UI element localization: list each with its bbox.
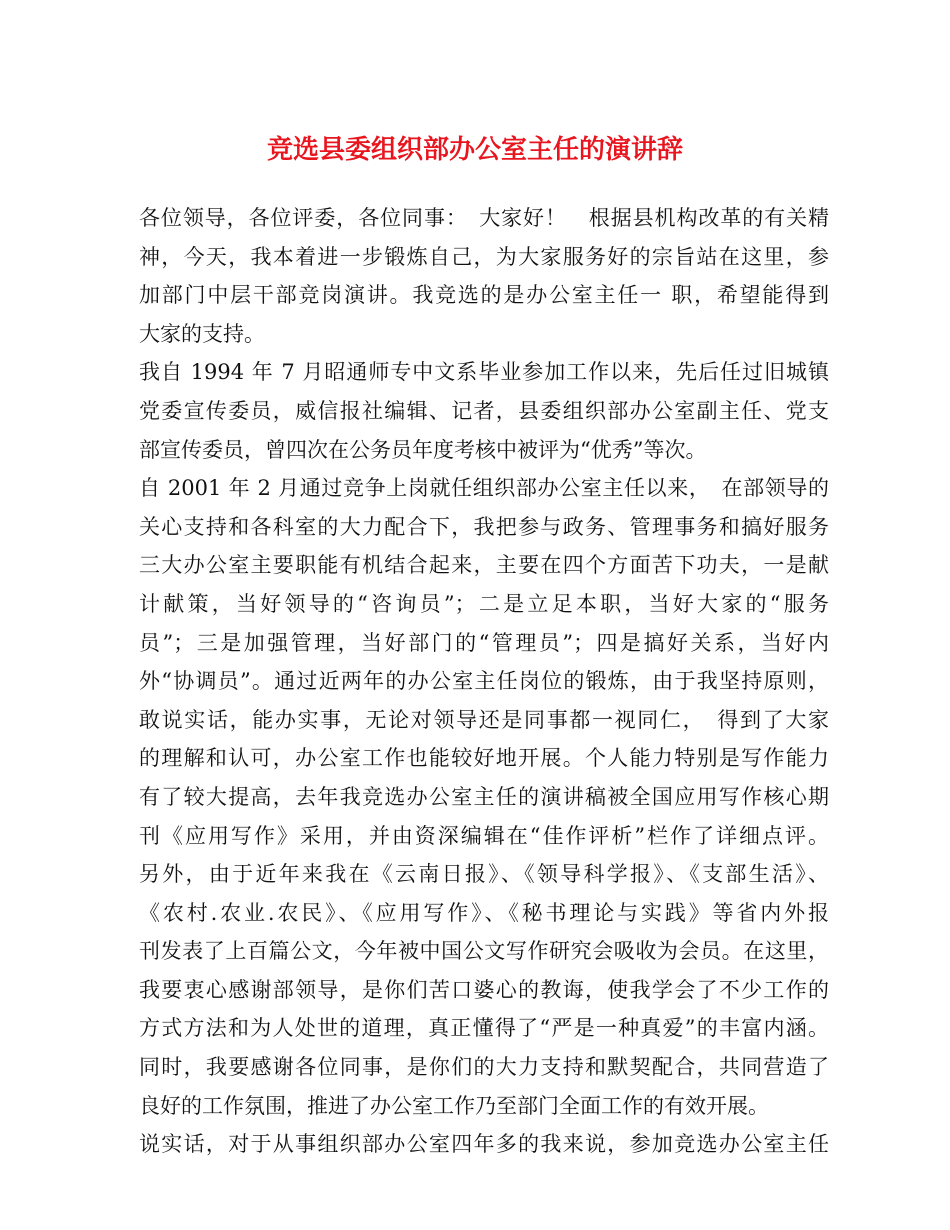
body-line: 《农村.农业.农民》、《应用写作》、《秘书理论与实践》等省内外报 xyxy=(139,900,829,925)
body-line: 敢说实话，能办实事，无论对领导还是同事都一视同仁， 得到了大家 xyxy=(139,707,829,732)
body-line: 刊《应用写作》采用，并由资深编辑在“佳作评析”栏作了详细点评。 xyxy=(139,823,829,848)
body-line: 我要衷心感谢部领导，是你们苦口婆心的教诲，使我学会了不少工作的 xyxy=(139,977,829,1002)
body-line: 说实话，对于从事组织部办公室四年多的我来说，参加竞选办公室主任 xyxy=(139,1132,829,1157)
body-line: 各位领导，各位评委，各位同事： 大家好！ 根据县机构改革的有关精 xyxy=(139,206,829,230)
body-line: 另外，由于近年来我在《云南日报》、《领导科学报》、《支部生活》、 xyxy=(139,862,829,887)
body-line: 党委宣传委员，威信报社编辑、记者，县委组织部办公室副主任、党支 xyxy=(139,398,829,423)
body-line: 加部门中层干部竞岗演讲。我竞选的是办公室主任一 职，希望能得到 xyxy=(139,283,829,308)
document-title: 竞选县委组织部办公室主任的演讲辞 xyxy=(266,135,683,165)
body-line: 三大办公室主要职能有机结合起来，主要在四个方面苦下功夫，一是献 xyxy=(139,553,829,578)
body-line: 良好的工作氛围，推进了办公室工作乃至部门全面工作的有效开展。 xyxy=(139,1093,769,1118)
body-line: 自 2001 年 2 月通过竞争上岗就任组织部办公室主任以来， 在部领导的 xyxy=(139,476,829,501)
body-line: 的理解和认可，办公室工作也能较好地开展。个人能力特别是写作能力 xyxy=(139,746,829,771)
body-line: 神，今天，我本着进一步锻炼自己，为大家服务好的宗旨站在这里，参 xyxy=(139,244,829,269)
body-line: 关心支持和各科室的大力配合下，我把参与政务、管理事务和搞好服务 xyxy=(139,514,829,539)
body-line: 部宣传委员，曾四次在公务员年度考核中被评为“优秀”等次。 xyxy=(139,437,707,462)
body-line: 同时，我要感谢各位同事，是你们的大力支持和默契配合，共同营造了 xyxy=(139,1055,829,1080)
body-line: 大家的支持。 xyxy=(139,321,265,346)
body-line: 有了较大提高，去年我竞选办公室主任的演讲稿被全国应用写作核心期 xyxy=(139,784,829,809)
body-line: 刊发表了上百篇公文，今年被中国公文写作研究会吸收为会员。在这里， xyxy=(139,939,829,964)
body-line: 计献策，当好领导的“咨询员”；二是立足本职，当好大家的“服务 xyxy=(139,591,829,616)
body-line: 我自 1994 年 7 月昭通师专中文系毕业参加工作以来，先后任过旧城镇 xyxy=(139,360,829,385)
body-line: 方式方法和为人处世的道理，真正懂得了“严是一种真爱”的丰富内涵。 xyxy=(139,1016,829,1041)
body-line: 外“协调员”。通过近两年的办公室主任岗位的锻炼，由于我坚持原则， xyxy=(139,669,829,694)
document-body xyxy=(139,199,829,1164)
body-line: 员”；三是加强管理，当好部门的“管理员”；四是搞好关系，当好内 xyxy=(139,630,829,655)
